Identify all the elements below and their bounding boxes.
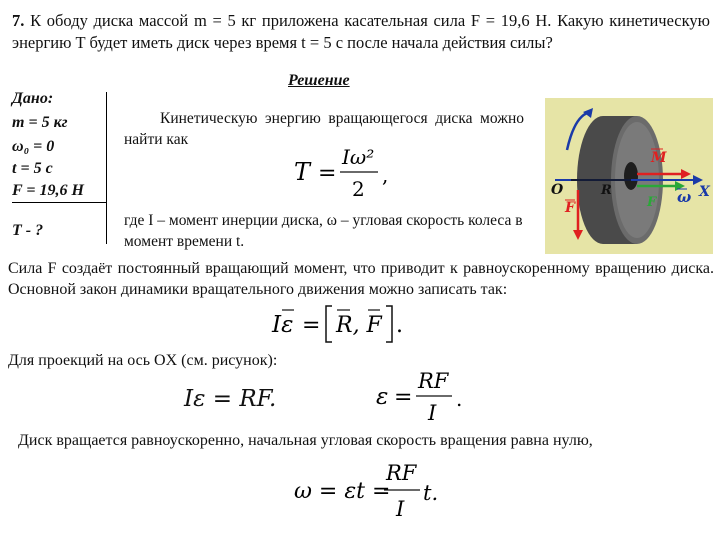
disk-figure: [545, 98, 713, 254]
label-F-green: F: [647, 195, 657, 210]
unknown: T - ?: [12, 222, 44, 239]
given-title: Дано:: [12, 90, 54, 107]
epsilon-eq: =: [394, 385, 413, 410]
omega-tail: t.: [423, 481, 439, 505]
epsilon-lhs: ε: [376, 384, 389, 410]
vector-law-content: R, F: [336, 313, 382, 338]
label-R: R: [601, 183, 612, 198]
formula-denominator: 2: [352, 177, 365, 201]
left-bracket: [326, 306, 332, 342]
epsilon-dot: .: [456, 387, 463, 411]
formula-eq: =: [318, 161, 337, 186]
vector-law-dot: .: [396, 313, 403, 338]
given-omega0: ω₀ = 0: [12, 138, 55, 155]
paragraph-projection: Для проекций на ось OX (см. рисунок):: [8, 352, 278, 369]
projection-formula: Iε = RF.: [184, 386, 277, 412]
given-separator: [106, 92, 107, 244]
label-M: M: [651, 150, 667, 166]
omega-numerator: RF: [386, 461, 417, 485]
label-O: O: [551, 182, 564, 198]
label-X: X: [699, 184, 710, 200]
paragraph-uniform: Диск вращается равноускоренно, начальная угловая скорость вращения равна нулю,: [18, 432, 593, 449]
omega-lhs: ω = εt =: [294, 479, 391, 504]
epsilon-denominator: I: [428, 401, 437, 425]
given-force: F = 19,6 Н: [12, 182, 84, 199]
kinetic-energy-formula: [290, 142, 400, 204]
vector-law-lhs: Iε: [272, 312, 294, 338]
vector-law-eq: =: [302, 313, 321, 338]
formula-T: T: [294, 158, 311, 186]
given-time: t = 5 с: [12, 160, 53, 177]
solution-where: где I – момент инерции диска, ω – угловая скорость колеса в момент времени t.: [124, 212, 523, 250]
solution-intro: Кинетическую энергию вращающегося диска можно найти как: [124, 110, 524, 148]
vector-law-formula: [268, 302, 418, 346]
problem-number: 7.: [12, 11, 25, 30]
formula-numerator: Iω²: [342, 145, 375, 169]
given-divider: [12, 202, 106, 203]
omega-denominator: I: [396, 497, 405, 521]
label-omega: ω: [677, 188, 692, 206]
given-mass: m = 5 кг: [12, 114, 68, 131]
problem-text: К ободу диска массой m = 5 кг приложена касательная сила F = 19,6 Н. Какую кинетическую энергию T будет иметь диск через время t = 5 с после начала действия силы?: [12, 11, 710, 52]
epsilon-numerator: RF: [418, 369, 449, 393]
paragraph-torque: Сила F создаёт постоянный вращающий момент, что приводит к равноускоренному вращению диска. Основной закон динамики вращательного движения можно записать так:: [8, 260, 714, 298]
disk-hub: [624, 162, 638, 190]
omega-formula: [290, 460, 450, 530]
epsilon-formula: [372, 368, 472, 430]
label-F: F: [565, 200, 575, 216]
problem-statement: [12, 10, 710, 54]
solution-title: Решение: [288, 72, 350, 89]
formula-comma: ,: [382, 163, 389, 187]
right-bracket: [386, 306, 392, 342]
